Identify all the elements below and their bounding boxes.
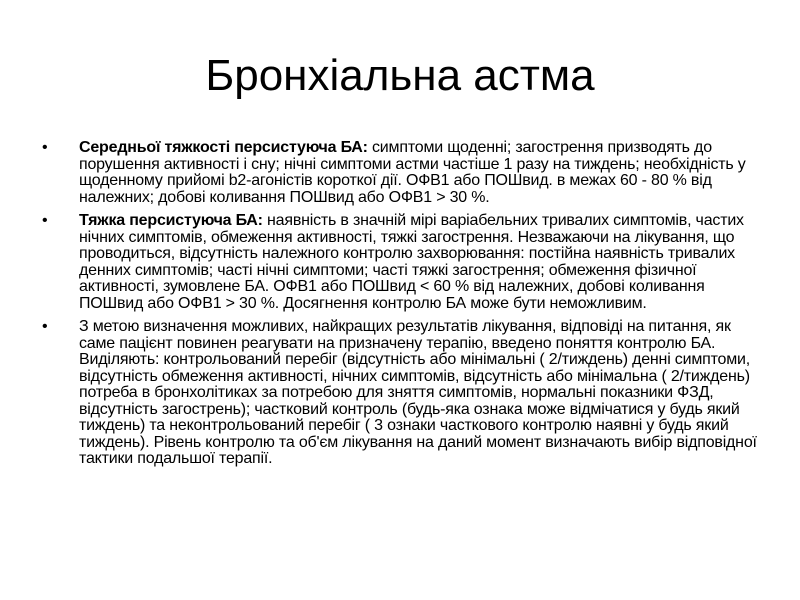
bullet-marker: •: [42, 212, 48, 229]
bullet-text: [79, 212, 744, 312]
bullet-list: [42, 140, 760, 475]
bullet-text: [79, 139, 746, 206]
slide-title: Бронхіальна астма: [205, 51, 595, 100]
bullet-item: [42, 140, 760, 206]
bullet-body: наявність в значній мірі варіабельних тривалих симптомів, частих нічних симптомів, обмеження активності, тяжкі загострення. Незважаючи на лікування, що проводиться, відсутність належного контролю захворювання: постійна наявність тривалих денних симптомів; часті нічні симптоми; часті тяжкі загострення; обмеження фізичної активності, зумовлене БА. ОФВ1 або ПОШвид < 60 % від належних, добові коливання ПОШвид або ОФВ1 > 30 %. Досягнення контролю БА може бути неможливим.: [79, 212, 744, 312]
bullet-lead: Середньої тяжкості персистуюча БА:: [79, 139, 368, 156]
bullet-item: [42, 319, 760, 468]
bullet-body: З метою визначення можливих, найкращих результатів лікування, відповіді на питання, як саме пацієнт повинен реагувати на призначену терапію, введено поняття контролю БА. Виділяють: контрольований перебіг (відсутність або мінімальні ( 2/тиждень) денні симптоми, відсутність обмеження активності, нічних симптомів, відсутність або мінімальна ( 2/тиждень) потреба в бронхолітиках за потребою для зняття симптомів, нормальні показники ФЗД, відсутність загострень); частковий контроль (будь-яка ознака може відмічатися у будь який тиждень) та неконтрольований перебіг ( 3 ознаки часткового контролю наявні у будь який тиждень). Рівень контролю та об'єм лікування на даний момент визначають вибір відповідної тактики подальшої терапії.: [79, 318, 757, 467]
bullet-marker: •: [42, 139, 48, 156]
bullet-text: [79, 318, 757, 467]
bullet-lead: Тяжка персистуюча БА:: [79, 212, 263, 229]
bullet-item: [42, 213, 760, 312]
bullet-body: симптоми щоденні; загострення призводять до порушення активності і сну; нічні симптоми астми частіше 1 разу на тиждень; необхідність у щоденному прийомі b2-агоністів короткої дії. ОФВ1 або ПОШвид. в межах 60 - 80 % від належних; добові коливання ПОШвид або ОФВ1 > 30 %.: [79, 139, 746, 206]
bullet-marker: •: [42, 318, 48, 335]
